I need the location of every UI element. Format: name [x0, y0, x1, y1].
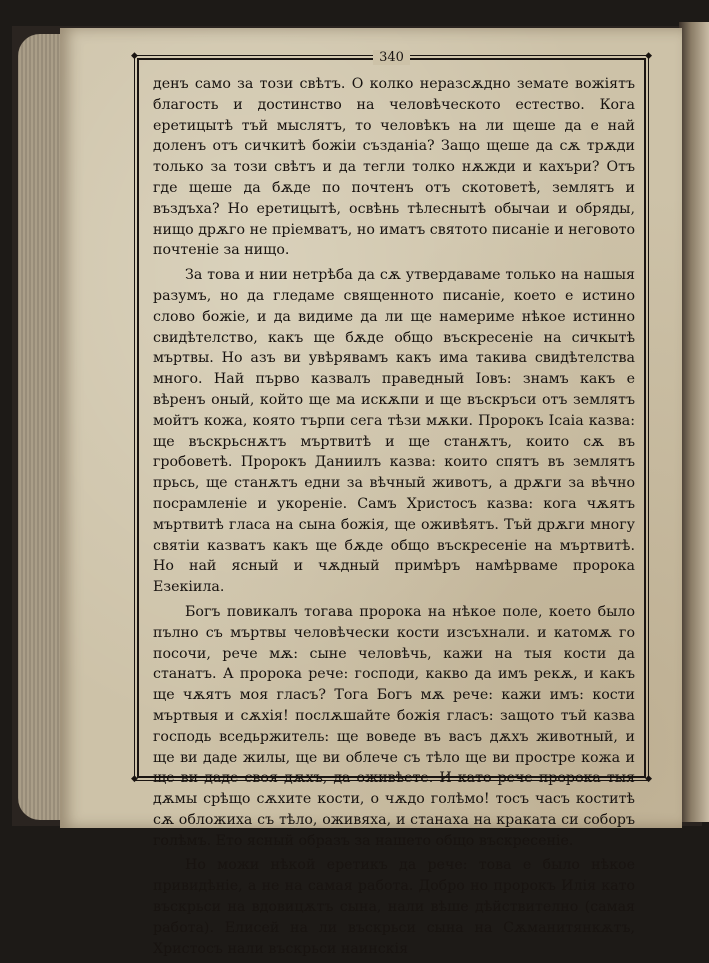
corner-ornament-icon: ◆ — [645, 774, 652, 784]
corner-ornament-icon: ◆ — [131, 774, 138, 784]
paragraph: Но можи нѣкой еретикъ да рече: това е было нѣкое привидѣніе, а не на самая работа. Добро но пророкъ Илія като въскрьси на вдовицѫтъ сына, нали вѣше дѣйствително (самая работа). Елисей на ли въскрьси сына на Сѫманитянкѫтъ, Христосъ нали въскрьси наинскія — [153, 857, 635, 957]
paragraph: денъ само за този свѣтъ. О колко неразсѫдно земате вожіятъ благость и достинство на человѣческото естество. Кога еретицытѣ тъй мыслятъ, то человѣкъ на ли щеше да е най доленъ отъ сичкитѣ божіи създаніа? Защо щеше да сѫ трѫди только за този свѣтъ и да тегли толко нѫжди и кахъри? Отъ где щеше да бѫде по почтенъ отъ скотоветѣ, землятъ и въздъха? Но еретицытѣ, освѣнь тѣлеснытѣ обычаи и обряды, нищо дрѫго не пріемватъ, но иматъ святото писаніе и неговото почтеніе за нищо. — [153, 76, 635, 259]
page-number: 340 — [139, 50, 644, 65]
paragraph: За това и нии нетрѣба да сѫ утвердаваме только на нашыя разумъ, но да гледаме священното писаніе, което е истино слово божіе, и да видиме да ли ще намериме нѣкое истинно свидѣтелство, какъ ще бѫде общо въскресеніе на сичкытѣ мъртвы. Но азъ ви увѣрявамъ какъ има такива свидѣтелства много. Най първо казвалъ праведный Іовъ: знамъ какъ е вѣренъ оный, който ще ма искѫпи и ще въскръси отъ землятъ мойтъ кожа, която търпи сега тѣзи мѫки. Пророкъ Ісаіа казва: ще въскрьснѫтъ мъртвитѣ и ще станѫтъ, които сѫ въ гробоветѣ. Пророкъ Даниилъ казва: които спятъ въ землятъ прьсь, ще станѫтъ едни за вѣчный животъ, а дрѫги за вѣчно посрамленіе и укореніе. Самъ Христосъ казва: кога чѫятъ мъртвитѣ гласа на сына божія, ще оживѣятъ. Тъй дрѫги многу святіи казватъ какъ ще бѫде общо въскресеніе на мъртвитѣ. Но най ясный и чѫдный примѣръ намѣрваме пророка Езекіила. — [153, 267, 635, 596]
right-page-edge — [679, 22, 709, 822]
corner-ornament-icon: ◆ — [131, 51, 138, 61]
paragraph: Богъ повикалъ тогава пророка на нѣкое поле, което было пълно съ мъртвы человѣчески кости изсъхнали. и катомѫ го посочи, рече мѫ: сыне человѣчь, кажи на тыя кости да станатъ. А пророка рече: господи, какво да имъ рекѫ, и какъ ще чѫятъ моя гласъ? Тога Богъ мѫ рече: кажи имъ: кости мъртвыя и сѫхія! послѫшайте божія гласъ: защото тъй казва господь вседьржитель: ще воведе въ васъ дѫхъ животный, и ще ви даде жилы, ще ви облече съ тѣло ще ви простре кожа и ще ви даде своя дѫхъ, да оживѣете. И като рече пророка тыя дѫмы срѣщо сѫхите кости, о чѫдо голѣмо! тосъ часъ коститѣ сѫ обложиха съ тѣло, оживяха, и станаха на краката си соборъ голѣмъ. Ето ясный образъ за нашето общо въскресеніе. — [153, 603, 635, 849]
text-frame — [131, 50, 652, 957]
book-page — [60, 28, 682, 957]
corner-ornament-icon: ◆ — [645, 51, 652, 61]
page-text — [153, 74, 635, 963]
